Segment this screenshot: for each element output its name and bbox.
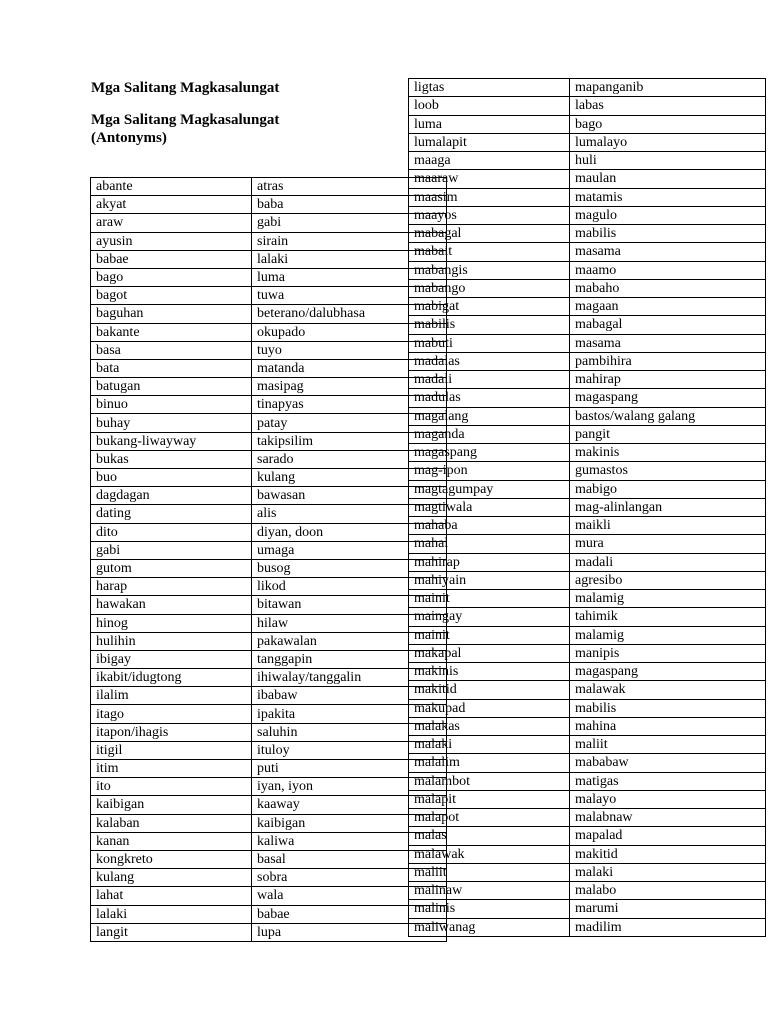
antonym-cell: maamo (570, 261, 766, 279)
table-row (409, 152, 766, 170)
word-cell: makinis (409, 663, 570, 681)
table-row (409, 188, 766, 206)
antonym-cell: kaliwa (252, 832, 447, 850)
table-row (91, 396, 447, 414)
table-row (91, 669, 447, 687)
section-title: Mga Salitang Magkasalungat (91, 112, 280, 128)
table-row (91, 832, 447, 850)
table-row (91, 614, 447, 632)
table-row (91, 250, 447, 268)
antonym-cell: alis (252, 505, 447, 523)
antonym-cell: kaaway (252, 796, 447, 814)
word-cell: dito (91, 523, 252, 541)
table-row (409, 882, 766, 900)
word-cell: babae (91, 250, 252, 268)
antonym-cell: manipis (570, 644, 766, 662)
antonym-cell: huli (570, 152, 766, 170)
antonym-cell: mapalad (570, 827, 766, 845)
word-cell: makitid (409, 681, 570, 699)
antonym-cell: tuwa (252, 287, 447, 305)
word-cell: maganda (409, 425, 570, 443)
word-cell: kongkreto (91, 850, 252, 868)
antonym-cell: makitid (570, 845, 766, 863)
antonym-cell: matigas (570, 772, 766, 790)
word-cell: itapon/ihagis (91, 723, 252, 741)
antonym-cell: pakawalan (252, 632, 447, 650)
antonym-cell: sarado (252, 450, 447, 468)
table-row (91, 687, 447, 705)
word-cell: magaspang (409, 444, 570, 462)
table-row (409, 371, 766, 389)
antonym-cell: ituloy (252, 741, 447, 759)
table-row (91, 378, 447, 396)
antonym-cell: saluhin (252, 723, 447, 741)
word-cell: madulas (409, 389, 570, 407)
antonym-cell: mabagal (570, 316, 766, 334)
word-cell: lahat (91, 887, 252, 905)
antonym-cell: puti (252, 760, 447, 778)
table-row (409, 115, 766, 133)
table-row (409, 334, 766, 352)
antonym-cell: malabo (570, 882, 766, 900)
word-cell: basa (91, 341, 252, 359)
table-row (409, 681, 766, 699)
table-row (409, 79, 766, 97)
table-row (409, 827, 766, 845)
antonym-cell: tanggapin (252, 650, 447, 668)
word-cell: kaibigan (91, 796, 252, 814)
word-cell: bata (91, 359, 252, 377)
word-cell: itim (91, 760, 252, 778)
word-cell: bukas (91, 450, 252, 468)
word-cell: malinaw (409, 882, 570, 900)
antonym-cell: mahina (570, 717, 766, 735)
word-cell: langit (91, 923, 252, 941)
table-row (409, 352, 766, 370)
word-cell: makapal (409, 644, 570, 662)
antonym-cell: beterano/dalubhasa (252, 305, 447, 323)
word-cell: magtiwala (409, 498, 570, 516)
word-cell: lalaki (91, 905, 252, 923)
antonym-cell: labas (570, 97, 766, 115)
antonym-cell: ihiwalay/tanggalin (252, 669, 447, 687)
table-row (409, 517, 766, 535)
table-row (409, 407, 766, 425)
word-cell: kalaban (91, 814, 252, 832)
antonyms-table-right-body (409, 79, 766, 937)
antonym-cell: umaga (252, 541, 447, 559)
table-row (91, 469, 447, 487)
word-cell: abante (91, 178, 252, 196)
table-row (409, 663, 766, 681)
table-row (91, 814, 447, 832)
word-cell: maayos (409, 206, 570, 224)
word-cell: mag-ipon (409, 462, 570, 480)
table-row (91, 305, 447, 323)
table-row (409, 717, 766, 735)
antonym-cell: madali (570, 553, 766, 571)
word-cell: mahaba (409, 517, 570, 535)
antonym-cell: basal (252, 850, 447, 868)
antonym-cell: babae (252, 905, 447, 923)
table-row (409, 243, 766, 261)
antonym-cell: malaki (570, 863, 766, 881)
table-row (409, 535, 766, 553)
table-row (91, 432, 447, 450)
antonym-cell: agresibo (570, 571, 766, 589)
table-row (409, 809, 766, 827)
word-cell: malawak (409, 845, 570, 863)
word-cell: malapit (409, 790, 570, 808)
antonym-cell: makinis (570, 444, 766, 462)
word-cell: malambot (409, 772, 570, 790)
table-row (409, 863, 766, 881)
word-cell: mainit (409, 590, 570, 608)
antonym-cell: kulang (252, 469, 447, 487)
table-row (91, 887, 447, 905)
word-cell: mahirap (409, 553, 570, 571)
word-cell: lumalapit (409, 133, 570, 151)
table-row (409, 389, 766, 407)
table-row (91, 905, 447, 923)
antonym-cell: bitawan (252, 596, 447, 614)
antonym-cell: lupa (252, 923, 447, 941)
word-cell: ayusin (91, 232, 252, 250)
word-cell: kulang (91, 869, 252, 887)
table-row (409, 498, 766, 516)
antonyms-table-right (408, 78, 766, 937)
table-row (91, 632, 447, 650)
antonym-cell: lalaki (252, 250, 447, 268)
table-row (91, 523, 447, 541)
antonym-cell: mapanganib (570, 79, 766, 97)
table-row (91, 450, 447, 468)
table-row (91, 196, 447, 214)
word-cell: mabangis (409, 261, 570, 279)
antonym-cell: lumalayo (570, 133, 766, 151)
antonyms-table-left (90, 177, 447, 942)
word-cell: ilalim (91, 687, 252, 705)
table-row (409, 444, 766, 462)
table-row (91, 323, 447, 341)
word-cell: akyat (91, 196, 252, 214)
antonym-cell: mura (570, 535, 766, 553)
antonym-cell: maikli (570, 517, 766, 535)
word-cell: bukang-liwayway (91, 432, 252, 450)
word-cell: gutom (91, 559, 252, 577)
table-row (409, 736, 766, 754)
table-row (91, 559, 447, 577)
antonym-cell: malabnaw (570, 809, 766, 827)
table-row (409, 608, 766, 626)
word-cell: malas (409, 827, 570, 845)
table-row (91, 505, 447, 523)
word-cell: luma (409, 115, 570, 133)
antonym-cell: mag-alinlangan (570, 498, 766, 516)
word-cell: araw (91, 214, 252, 232)
table-row (409, 206, 766, 224)
word-cell: bakante (91, 323, 252, 341)
antonym-cell: magaspang (570, 389, 766, 407)
antonym-cell: patay (252, 414, 447, 432)
table-row (91, 578, 447, 596)
table-row (91, 178, 447, 196)
table-row (409, 900, 766, 918)
table-row (91, 796, 447, 814)
word-cell: buhay (91, 414, 252, 432)
table-row (409, 699, 766, 717)
antonym-cell: mahirap (570, 371, 766, 389)
page-title: Mga Salitang Magkasalungat (91, 80, 280, 96)
antonym-cell: bawasan (252, 487, 447, 505)
table-row (409, 553, 766, 571)
antonym-cell: matanda (252, 359, 447, 377)
word-cell: dating (91, 505, 252, 523)
word-cell: hinog (91, 614, 252, 632)
antonym-cell: mabigo (570, 480, 766, 498)
word-cell: malinis (409, 900, 570, 918)
antonym-cell: likod (252, 578, 447, 596)
word-cell: bagot (91, 287, 252, 305)
antonym-cell: mabilis (570, 699, 766, 717)
word-cell: gabi (91, 541, 252, 559)
antonym-cell: masipag (252, 378, 447, 396)
antonym-cell: bago (570, 115, 766, 133)
word-cell: hawakan (91, 596, 252, 614)
word-cell: maaga (409, 152, 570, 170)
antonym-cell: sirain (252, 232, 447, 250)
word-cell: kanan (91, 832, 252, 850)
antonym-cell: marumi (570, 900, 766, 918)
table-row (409, 425, 766, 443)
antonym-cell: malamig (570, 626, 766, 644)
antonym-cell: mababaw (570, 754, 766, 772)
table-row (409, 279, 766, 297)
table-row (91, 287, 447, 305)
antonyms-table-left-body (91, 178, 447, 942)
word-cell: ito (91, 778, 252, 796)
antonym-cell: gumastos (570, 462, 766, 480)
antonym-cell: ipakita (252, 705, 447, 723)
table-row (409, 97, 766, 115)
table-row (409, 225, 766, 243)
antonym-cell: tinapyas (252, 396, 447, 414)
antonym-cell: takipsilim (252, 432, 447, 450)
antonym-cell: busog (252, 559, 447, 577)
word-cell: binuo (91, 396, 252, 414)
table-row (409, 626, 766, 644)
table-row (91, 923, 447, 941)
antonym-cell: sobra (252, 869, 447, 887)
table-row (409, 790, 766, 808)
table-row (409, 261, 766, 279)
word-cell: makupad (409, 699, 570, 717)
table-row (91, 414, 447, 432)
table-row (91, 341, 447, 359)
antonym-cell: malayo (570, 790, 766, 808)
antonym-cell: magaan (570, 298, 766, 316)
table-row (91, 741, 447, 759)
word-cell: loob (409, 97, 570, 115)
word-cell: buo (91, 469, 252, 487)
table-row (409, 590, 766, 608)
antonym-cell: malamig (570, 590, 766, 608)
table-row (409, 772, 766, 790)
word-cell: mabuti (409, 334, 570, 352)
table-row (409, 298, 766, 316)
table-row (91, 869, 447, 887)
antonym-cell: pambihira (570, 352, 766, 370)
word-cell: batugan (91, 378, 252, 396)
antonym-cell: mabaho (570, 279, 766, 297)
antonym-cell: magulo (570, 206, 766, 224)
word-cell: mabagal (409, 225, 570, 243)
word-cell: maliit (409, 863, 570, 881)
antonym-cell: okupado (252, 323, 447, 341)
word-cell: mabait (409, 243, 570, 261)
antonym-cell: atras (252, 178, 447, 196)
word-cell: maaraw (409, 170, 570, 188)
antonym-cell: kaibigan (252, 814, 447, 832)
table-row (91, 359, 447, 377)
table-row (409, 480, 766, 498)
table-row (409, 133, 766, 151)
word-cell: maasim (409, 188, 570, 206)
word-cell: mahal (409, 535, 570, 553)
table-row (91, 596, 447, 614)
antonym-cell: gabi (252, 214, 447, 232)
word-cell: itago (91, 705, 252, 723)
antonym-cell: bastos/walang galang (570, 407, 766, 425)
word-cell: itigil (91, 741, 252, 759)
table-row (91, 541, 447, 559)
antonym-cell: wala (252, 887, 447, 905)
antonym-cell: maulan (570, 170, 766, 188)
antonym-cell: hilaw (252, 614, 447, 632)
table-row (409, 170, 766, 188)
antonym-cell: ibabaw (252, 687, 447, 705)
word-cell: bago (91, 268, 252, 286)
table-row (409, 644, 766, 662)
word-cell: mabigat (409, 298, 570, 316)
word-cell: ikabit/idugtong (91, 669, 252, 687)
word-cell: dagdagan (91, 487, 252, 505)
word-cell: malakas (409, 717, 570, 735)
table-row (91, 705, 447, 723)
word-cell: maingay (409, 608, 570, 626)
antonym-cell: malawak (570, 681, 766, 699)
table-row (409, 754, 766, 772)
antonym-cell: mabilis (570, 225, 766, 243)
table-row (91, 850, 447, 868)
antonym-cell: luma (252, 268, 447, 286)
word-cell: mabango (409, 279, 570, 297)
antonym-cell: pangit (570, 425, 766, 443)
antonym-cell: masama (570, 243, 766, 261)
table-row (91, 778, 447, 796)
word-cell: magtagumpay (409, 480, 570, 498)
table-row (409, 571, 766, 589)
table-row (91, 487, 447, 505)
table-row (409, 462, 766, 480)
antonym-cell: diyan, doon (252, 523, 447, 541)
antonym-cell: iyan, iyon (252, 778, 447, 796)
word-cell: baguhan (91, 305, 252, 323)
word-cell: malalim (409, 754, 570, 772)
word-cell: madalas (409, 352, 570, 370)
word-cell: ibigay (91, 650, 252, 668)
word-cell: harap (91, 578, 252, 596)
antonym-cell: madilim (570, 918, 766, 936)
table-row (91, 723, 447, 741)
table-row (91, 214, 447, 232)
antonym-cell: magaspang (570, 663, 766, 681)
word-cell: ligtas (409, 79, 570, 97)
table-row (409, 316, 766, 334)
word-cell: malaki (409, 736, 570, 754)
word-cell: malapot (409, 809, 570, 827)
word-cell: mainit (409, 626, 570, 644)
word-cell: hulihin (91, 632, 252, 650)
antonym-cell: tuyo (252, 341, 447, 359)
antonym-cell: tahimik (570, 608, 766, 626)
table-row (91, 760, 447, 778)
table-row (409, 845, 766, 863)
table-row (91, 268, 447, 286)
word-cell: mabilis (409, 316, 570, 334)
word-cell: magalang (409, 407, 570, 425)
section-subtitle: (Antonyms) (91, 130, 167, 146)
antonym-cell: masama (570, 334, 766, 352)
word-cell: maliwanag (409, 918, 570, 936)
table-row (91, 650, 447, 668)
table-row (91, 232, 447, 250)
antonym-cell: baba (252, 196, 447, 214)
word-cell: mahiyain (409, 571, 570, 589)
word-cell: madali (409, 371, 570, 389)
antonym-cell: maliit (570, 736, 766, 754)
table-row (409, 918, 766, 936)
antonym-cell: matamis (570, 188, 766, 206)
